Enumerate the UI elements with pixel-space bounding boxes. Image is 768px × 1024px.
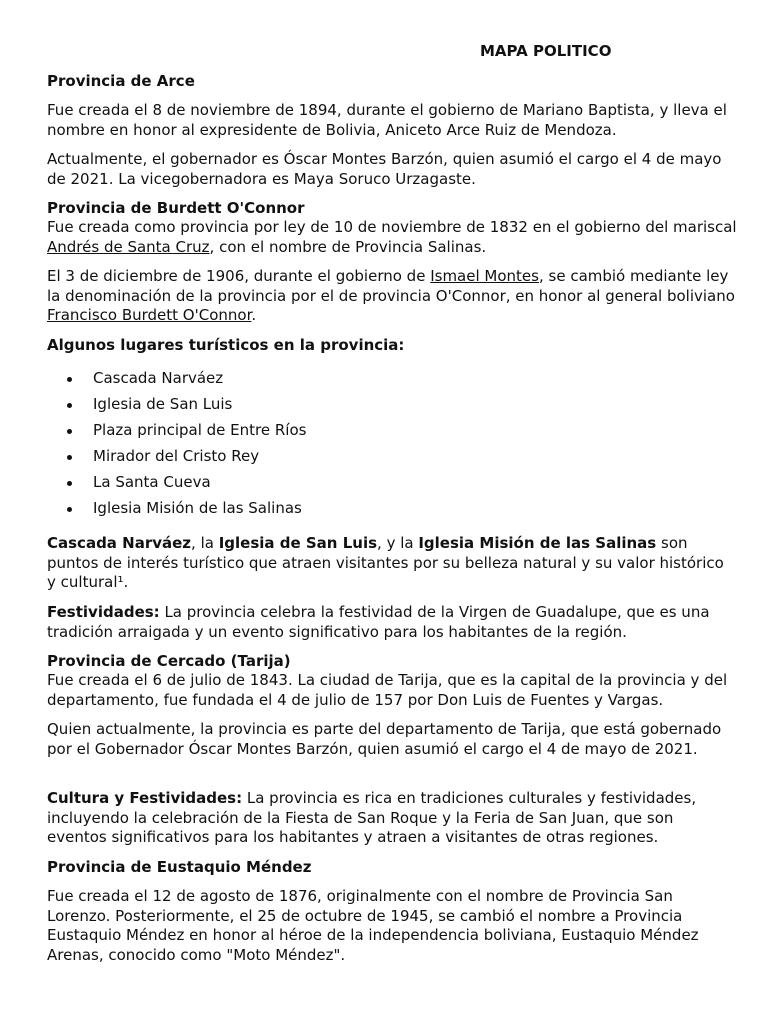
paragraph-text: son puntos de interés turístico que atraen visitantes por su belleza natural y su valor histórico y cultural¹. (47, 534, 724, 591)
section-heading-burdett: Provincia de Burdett O'Connor (47, 199, 305, 217)
cercado-cultura (47, 789, 737, 848)
paragraph-text: , se cambió mediante ley la denominación de la provincia por el de provincia O'Connor, en honor al general boliviano (47, 267, 735, 305)
link-andres-santa-cruz[interactable]: Andrés de Santa Cruz (47, 237, 210, 256)
link-ismael-montes[interactable]: Ismael Montes (430, 267, 539, 285)
bold-text: Iglesia Misión de las Salinas (418, 534, 657, 552)
mendez-paragraph-1: Fue creada el 12 de agosto de 1876, originalmente con el nombre de Provincia San Lorenzo. Posteriormente, el 25 de octubre de 1945, se cambió el nombre a Provincia Eustaquio Méndez en honor al héroe de la independencia boliviana, Eustaquio Méndez Arenas, conocido como "Moto Méndez". (47, 887, 699, 964)
burdett-paragraph-3 (47, 534, 737, 593)
section-heading-cercado: Provincia de Cercado (Tarija) (47, 652, 291, 670)
paragraph-text: , con el nombre de Provincia Salinas. (209, 237, 487, 256)
arce-paragraph-1: Fue creada el 8 de noviembre de 1894, durante el gobierno de Mariano Baptista, y lleva el nombre en honor al expresidente de Bolivia, Aniceto Arce Ruiz de Mendoza. (47, 101, 727, 139)
burdett-paragraph-1 (47, 218, 737, 257)
section-heading-mendez: Provincia de Eustaquio Méndez (47, 858, 312, 876)
list-item: Plaza principal de Entre Ríos (93, 421, 307, 439)
paragraph-text: La provincia es rica en tradiciones culturales y festividades, incluyendo la celebración de la Fiesta de San Roque y la Feria de San Juan, que son eventos significativos para los habitantes y atraen a visitantes de otras regiones. (47, 789, 697, 846)
bold-label: Festividades: (47, 603, 160, 621)
bullet-icon (67, 403, 72, 408)
bullet-icon (67, 507, 72, 512)
list-item: La Santa Cueva (93, 473, 211, 491)
cercado-paragraph-2: Quien actualmente, la provincia es parte del departamento de Tarija, que está gobernado por el Gobernador Óscar Montes Barzón, quien asumió el cargo el 4 de mayo de 2021. (47, 720, 722, 758)
bullet-icon (67, 481, 72, 486)
bullet-icon (67, 455, 72, 460)
page-title: MAPA POLITICO (480, 42, 612, 60)
paragraph-text: , la (191, 534, 219, 552)
paragraph-text: . (251, 306, 257, 324)
paragraph-text: , y la (377, 534, 419, 552)
link-francisco-burdett[interactable]: Francisco Burdett O'Connor (47, 306, 252, 324)
bullet-icon (67, 429, 72, 434)
burdett-paragraph-2 (47, 267, 737, 326)
cercado-paragraph-1: Fue creada el 6 de julio de 1843. La ciudad de Tarija, que es la capital de la provincia y del departamento, fue fundada el 4 de julio de 157 por Don Luis de Fuentes y Vargas. (47, 671, 728, 709)
list-item: Iglesia Misión de las Salinas (93, 499, 302, 517)
bullet-icon (67, 377, 72, 382)
list-item: Cascada Narváez (93, 369, 224, 387)
arce-paragraph-2: Actualmente, el gobernador es Óscar Montes Barzón, quien asumió el cargo el 4 de mayo de 2021. La vicegobernadora es Maya Soruco Urzagaste. (47, 150, 722, 188)
paragraph-text: La provincia celebra la festividad de la Virgen de Guadalupe, que es una tradición arraigada y un evento significativo para los habitantes de la región. (47, 603, 710, 641)
bold-text: Iglesia de San Luis (218, 534, 378, 552)
bold-text: Cascada Narváez (47, 534, 192, 552)
list-item: Mirador del Cristo Rey (93, 447, 260, 465)
burdett-festividades (47, 603, 737, 642)
paragraph-text: El 3 de diciembre de 1906, durante el gobierno de (47, 267, 431, 285)
bold-label: Cultura y Festividades: (47, 789, 243, 807)
section-heading-arce: Provincia de Arce (47, 72, 195, 90)
places-heading: Algunos lugares turísticos en la provincia: (47, 336, 405, 354)
list-item: Iglesia de San Luis (93, 395, 233, 413)
paragraph-text: Fue creada como provincia por ley de 10 de noviembre de 1832 en el gobierno del mariscal (47, 218, 737, 236)
